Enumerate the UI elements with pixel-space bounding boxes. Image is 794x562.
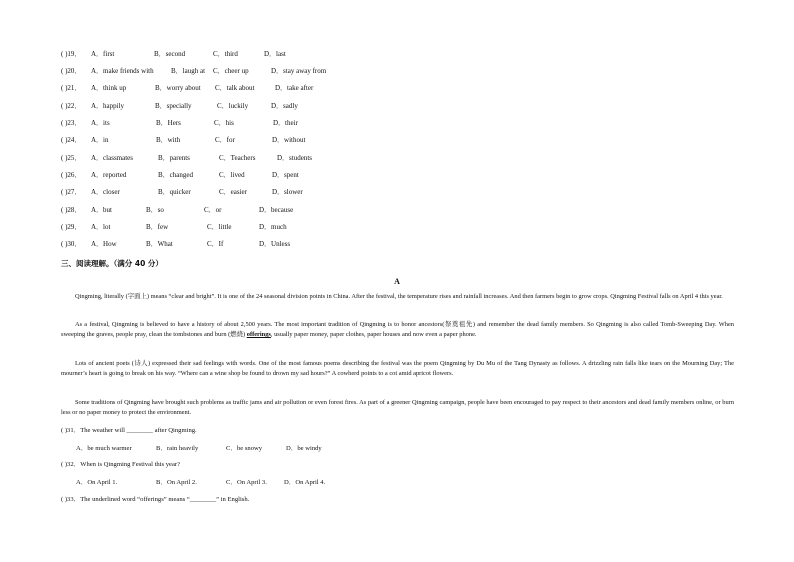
option-c: C．or: [204, 206, 222, 214]
option-d: D．spent: [272, 171, 299, 179]
paragraph-text: As a festival, Qingming is believed to have a history of about 2,500 years. The most important tradition of Qingming is to honor ancestors(祭奠祖先) and remember the dead family members. So Qingming is also called Tomb-Sweeping Day. When sweeping the graves, people pray, clean the tombstones and burn (燃烧): [61, 321, 734, 338]
option-d: D．much: [259, 223, 287, 231]
option-c: C．On April 3.: [226, 479, 267, 486]
option-c: C．lived: [219, 171, 245, 179]
option-a: A．happily: [91, 102, 125, 110]
option-a: A．in: [91, 136, 109, 144]
option-a: A．closer: [91, 188, 120, 196]
option-d: D．because: [259, 206, 294, 214]
option-b: B．changed: [158, 171, 193, 179]
reading-question-32: ( )32．When is Qingming Festival this year?: [61, 461, 181, 468]
option-b: B．What: [146, 240, 173, 248]
section-heading: 三、阅读理解。（满分 40 分）: [61, 259, 163, 268]
paragraph-text: , usually paper money, paper clothes, paper houses and now even a paper phone.: [270, 331, 477, 338]
question-number: ( )29．: [61, 223, 82, 231]
option-b: B．specially: [155, 102, 192, 110]
option-b: B．Hers: [156, 119, 181, 127]
option-a: A．reported: [91, 171, 127, 179]
question-number: ( )23．: [61, 119, 82, 127]
option-d: D．sadly: [271, 102, 298, 110]
option-d: D．students: [277, 154, 312, 162]
option-d: D．their: [273, 119, 298, 127]
underlined-word: offerings: [246, 331, 271, 338]
option-a: A．be much warmer: [76, 445, 132, 452]
option-a: A．but: [91, 206, 112, 214]
option-a: A．How: [91, 240, 117, 248]
option-d: D．last: [264, 50, 286, 58]
option-a: A．On April 1.: [76, 479, 118, 486]
option-d: D．be windy: [286, 445, 322, 452]
option-c: C．be snowy: [226, 445, 263, 452]
option-a: A．its: [91, 119, 110, 127]
option-a: A．make friends with: [91, 67, 154, 75]
option-d: D．stay away from: [271, 67, 327, 75]
option-c: C．If: [207, 240, 224, 248]
question-number: ( )26．: [61, 171, 82, 179]
question-number: ( )20．: [61, 67, 82, 75]
passage-paragraph-1: Qingming, literally (字面上) means “clear and bright”. It is one of the 24 seasonal division points in China. After the festival, the temperature rises and rainfall increases. And then farmers begin to grow crops. Qingming Festival falls on April 4 this year.: [75, 293, 723, 300]
option-c: C．easier: [219, 188, 247, 196]
option-c: C．Teachers: [219, 154, 256, 162]
option-b: B．so: [146, 206, 164, 214]
question-number: ( )25．: [61, 154, 82, 162]
option-a: A．lot: [91, 223, 111, 231]
question-number: ( )28．: [61, 206, 82, 214]
option-b: B．second: [154, 50, 186, 58]
option-a: A．classmates: [91, 154, 133, 162]
option-c: C．little: [207, 223, 232, 231]
passage-paragraph-2: [61, 320, 734, 340]
option-c: C．his: [214, 119, 234, 127]
reading-question-31: ( )31．The weather will ________ after Qingming.: [61, 427, 197, 434]
option-a: A．first: [91, 50, 115, 58]
passage-paragraph-4: Some traditions of Qingming have brought such problems as traffic jams and air pollution or even forest fires. As part of a greener Qingming campaign, people have been encouraged to pay respect to their ancestors and dead family members online, or burn less or no paper money to protect the environment.: [61, 399, 734, 416]
option-b: B．few: [146, 223, 169, 231]
option-b: B．with: [156, 136, 181, 144]
option-b: B．parents: [158, 154, 190, 162]
option-b: B．laugh at: [171, 67, 206, 75]
passage-paragraph-3: Lots of ancient poets (诗人) expressed their sad feelings with words. One of the most famous poems describing the festival was the poem Qingming by Du Mu of the Tang Dynasty as follows. A drizzling rain falls like tears on the Mourning Day; The mourner’s heart is going to break on his way. “Where can a wine shop be found to drown my sad hours?” A cowherd points to a cot amid apricot flowers.: [61, 360, 734, 377]
option-b: B．worry about: [155, 84, 201, 92]
question-number: ( )19．: [61, 50, 82, 58]
option-c: C．third: [213, 50, 238, 58]
option-d: D．slower: [272, 188, 303, 196]
option-a: A．think up: [91, 84, 127, 92]
passage-title: A: [394, 277, 400, 286]
question-number: ( )27．: [61, 188, 82, 196]
option-c: C．cheer up: [213, 67, 249, 75]
option-d: D．On April 4.: [284, 479, 326, 486]
option-b: B．rain heavily: [156, 445, 199, 452]
reading-question-33: ( )33．The underlined word “offerings” means “________” in English.: [61, 496, 250, 503]
option-c: C．talk about: [215, 84, 255, 92]
option-d: D．without: [272, 136, 306, 144]
question-number: ( )30．: [61, 240, 82, 248]
option-d: D．Unless: [259, 240, 291, 248]
option-d: D．take after: [275, 84, 314, 92]
option-c: C．luckily: [217, 102, 249, 110]
question-number: ( )24．: [61, 136, 82, 144]
option-c: C．for: [215, 136, 235, 144]
option-b: B．On April 2.: [156, 479, 197, 486]
question-number: ( )22．: [61, 102, 82, 110]
question-number: ( )21．: [61, 84, 82, 92]
option-b: B．quicker: [158, 188, 191, 196]
